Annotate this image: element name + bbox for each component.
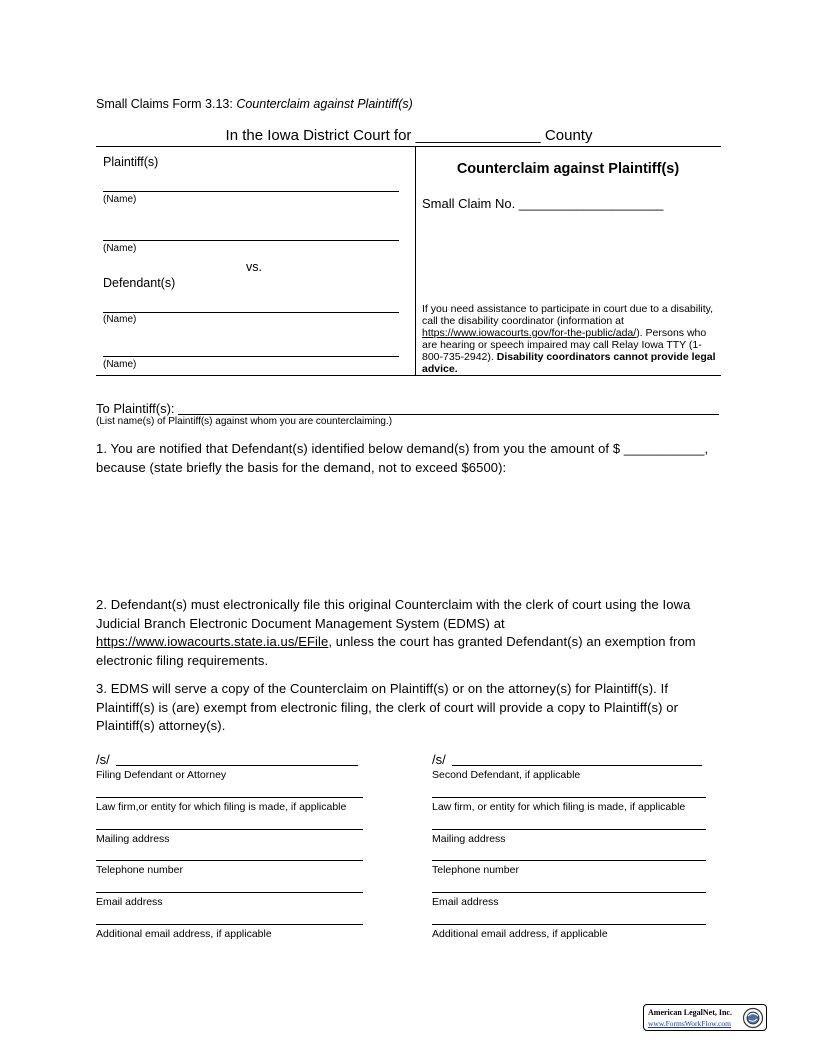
paragraph-1 xyxy=(96,440,722,477)
county-blank[interactable]: _______________ xyxy=(415,127,541,144)
left-mailing-caption: Mailing address xyxy=(96,833,170,845)
form-title-italic: Counterclaim against Plaintiff(s) xyxy=(236,97,413,111)
court-heading xyxy=(96,127,722,144)
left-firm-line[interactable] xyxy=(96,797,363,798)
right-additional-email-line[interactable] xyxy=(432,924,706,925)
ada-link[interactable]: https://www.iowacourts.gov/for-the-public/ada/ xyxy=(422,327,637,339)
plaintiff-name-caption-2: (Name) xyxy=(103,243,137,254)
footer-company: American LegalNet, Inc. xyxy=(648,1008,732,1017)
right-email-line[interactable] xyxy=(432,892,706,893)
left-phone-line[interactable] xyxy=(96,860,363,861)
caption-bottom-rule xyxy=(96,375,721,376)
left-additional-email-caption: Additional email address, if applicable xyxy=(96,928,272,940)
efile-link[interactable]: https://www.iowacourts.state.ia.us/EFile xyxy=(96,634,329,649)
disability-notice xyxy=(422,303,718,375)
paragraph-2 xyxy=(96,596,722,670)
form-header xyxy=(96,97,413,111)
small-claim-number xyxy=(422,196,663,211)
to-plaintiffs-label: To Plaintiff(s): xyxy=(96,401,175,416)
defendant-name-line-2[interactable] xyxy=(103,356,399,357)
notice-text-2: ). Persons who are hearing or speech impaired may call Relay Iowa TTY (1-800-735-2942). xyxy=(422,327,707,363)
right-mailing-caption: Mailing address xyxy=(432,833,506,845)
left-signature-line[interactable] xyxy=(116,765,358,766)
vs-label: vs. xyxy=(246,260,262,274)
paragraph-2-text-2: , unless the court has granted Defendant(s) an exemption from electronic filing requirements. xyxy=(96,634,696,668)
globe-icon xyxy=(742,1007,764,1029)
left-s-mark: /s/ xyxy=(96,752,110,767)
heading-rule xyxy=(96,146,721,147)
form-heading: Counterclaim against Plaintiff(s) xyxy=(456,161,680,177)
notice-text-1: If you need assistance to participate in court due to a disability, call the disability coordinator (information at xyxy=(422,303,714,327)
small-claim-label: Small Claim No. xyxy=(422,196,516,211)
right-firm-caption: Law firm, or entity for which filing is made, if applicable xyxy=(432,801,686,813)
court-suffix: County xyxy=(544,127,593,144)
paragraph-1-line-1: 1. You are notified that Defendant(s) identified below demand(s) from you the amount of $ ___________, xyxy=(96,441,709,456)
left-firm-caption: Law firm,or entity for which filing is made, if applicable xyxy=(96,801,347,813)
notice-bold: Disability coordinators cannot provide legal advice. xyxy=(422,351,716,375)
paragraph-2-text-1: 2. Defendant(s) must electronically file this original Counterclaim with the clerk of court using the Iowa Judicial Branch Electronic Document Management System (EDMS) at xyxy=(96,597,691,631)
plaintiffs-label: Plaintiff(s) xyxy=(103,155,159,169)
caption-divider xyxy=(415,147,416,375)
defendant-name-caption-1: (Name) xyxy=(103,314,137,325)
paragraph-1-line-2: because (state briefly the basis for the demand, not to exceed $6500): xyxy=(96,459,507,475)
left-email-line[interactable] xyxy=(96,892,363,893)
plaintiff-name-line-1[interactable] xyxy=(103,191,399,192)
right-phone-line[interactable] xyxy=(432,860,706,861)
to-plaintiffs-hint: (List name(s) of Plaintiff(s) against whom you are counterclaiming.) xyxy=(96,416,393,427)
defendant-name-line-1[interactable] xyxy=(103,312,399,313)
right-signature-line[interactable] xyxy=(452,765,702,766)
left-mailing-line[interactable] xyxy=(96,829,363,830)
plaintiff-name-caption-1: (Name) xyxy=(103,194,137,205)
defendant-name-caption-2: (Name) xyxy=(103,359,137,370)
left-role-caption: Filing Defendant or Attorney xyxy=(96,769,227,781)
footer-website[interactable]: www.FormsWorkFlow.com xyxy=(648,1019,732,1028)
paragraph-3: 3. EDMS will serve a copy of the Counterclaim on Plaintiff(s) or on the attorney(s) for Plaintiff(s). If Plaintiff(s) is (are) exempt from electronic filing, the clerk of court will provide a copy to Plaintiff(s) or Plaintiff(s) attorney(s). xyxy=(96,681,679,733)
form-number: Small Claims Form 3.13: xyxy=(96,97,237,111)
left-additional-email-line[interactable] xyxy=(96,924,363,925)
left-phone-caption: Telephone number xyxy=(96,864,183,876)
right-additional-email-caption: Additional email address, if applicable xyxy=(432,928,608,940)
right-mailing-line[interactable] xyxy=(432,829,706,830)
footer-logo xyxy=(643,1004,767,1031)
plaintiff-name-line-2[interactable] xyxy=(103,240,399,241)
court-prefix: In the Iowa District Court for xyxy=(225,127,412,144)
right-role-caption: Second Defendant, if applicable xyxy=(432,769,581,781)
defendants-label: Defendant(s) xyxy=(103,276,176,290)
right-email-caption: Email address xyxy=(432,896,499,908)
to-plaintiffs-line[interactable] xyxy=(178,414,719,415)
right-s-mark: /s/ xyxy=(432,752,446,767)
left-email-caption: Email address xyxy=(96,896,163,908)
right-phone-caption: Telephone number xyxy=(432,864,519,876)
right-firm-line[interactable] xyxy=(432,797,706,798)
small-claim-blank[interactable]: ____________________ xyxy=(518,196,664,211)
